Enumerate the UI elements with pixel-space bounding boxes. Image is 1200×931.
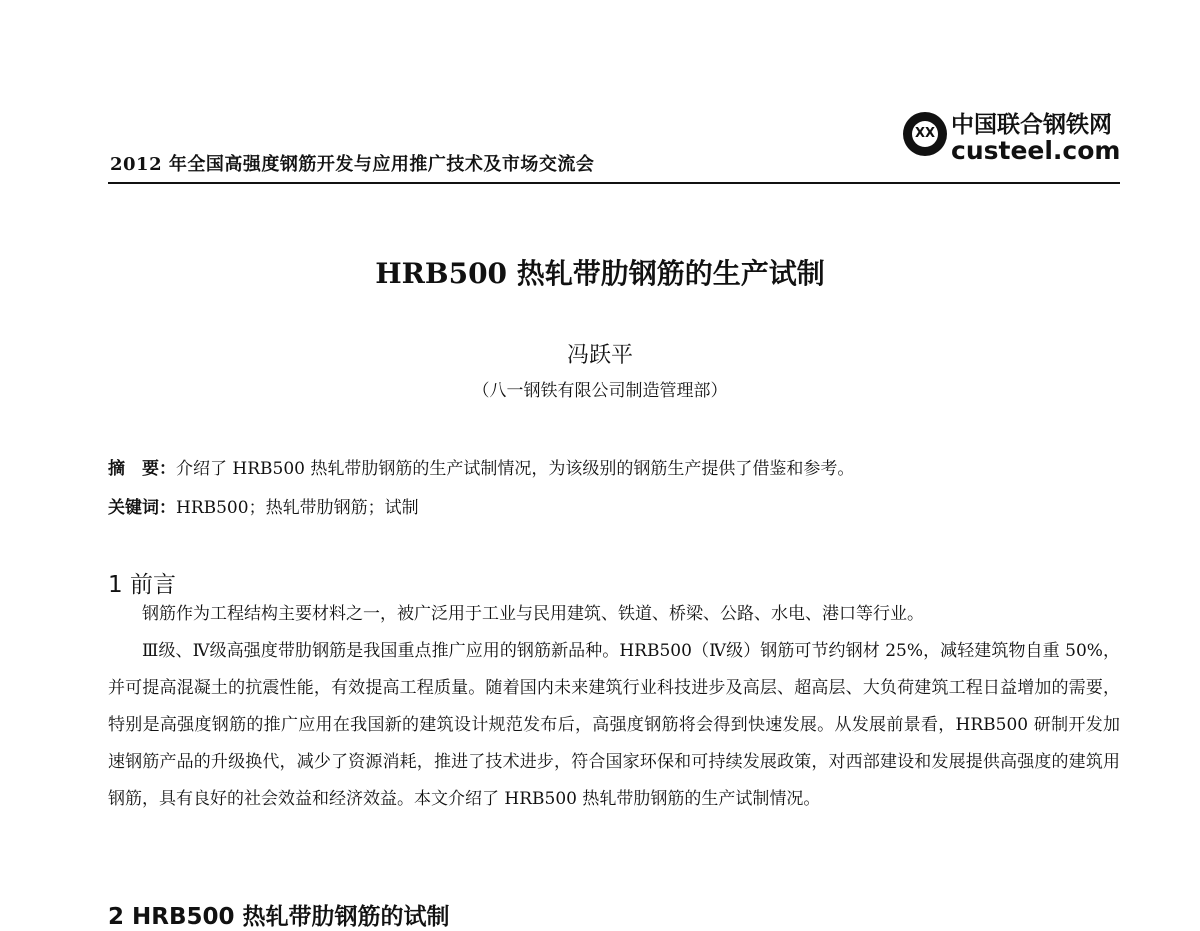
keywords [108,493,419,518]
conference-header: 2012 年全国高强度钢筋开发与应用推广技术及市场交流会 [110,154,595,175]
paper-author: 冯跃平 [566,343,633,368]
logo-mark-icon [903,112,947,156]
abstract-text: 介绍了 HRB500 热轧带肋钢筋的生产试制情况，为该级别的钢筋生产提供了借鉴和参考。 [176,459,855,479]
logo-mark-text: XX [912,121,938,147]
custeel-logo [903,104,1121,174]
keywords-text: HRB500；热轧带肋钢筋；试制 [176,498,419,518]
logo-domain: custeel.com [951,136,1121,165]
paper-title: HRB500 热轧带肋钢筋的生产试制 [375,257,825,290]
header-rule [108,182,1120,184]
keywords-label: 关键词： [108,498,176,518]
section-1-heading: 1 前言 [108,572,176,598]
paper-affiliation: （八一钢铁有限公司制造管理部） [472,381,728,401]
section-1-paragraph-2: Ⅲ级、Ⅳ级高强度带肋钢筋是我国重点推广应用的钢筋新品种。HRB500（Ⅳ级）钢筋可节约钢材 25%，减轻建筑物自重 50%，并可提高混凝土的抗震性能，有效提高工程质量。随着国内未来建筑行业科技进步及高层、超高层、大负荷建筑工程日益增加的需要，特别是高强度钢筋的推广应用在我国新的建筑设计规范发布后，高强度钢筋将会得到快速发展。从发展前景看，HRB500 研制开发加速钢筋产品的升级换代，减少了资源消耗，推进了技术进步，符合国家环保和可持续发展政策，对西部建设和发展提供高强度的建筑用钢筋，具有良好的社会效益和经济效益。本文介绍了 HRB500 热轧带肋钢筋的生产试制情况。 [108,641,1120,809]
section-1-paragraph-1: 钢筋作为工程结构主要材料之一，被广泛用于工业与民用建筑、铁道、桥梁、公路、水电、港口等行业。 [142,604,924,624]
logo-chinese-name: 中国联合钢铁网 [951,112,1112,138]
section-2-heading: 2 HRB500 热轧带肋钢筋的试制 [108,904,450,930]
abstract-label: 摘 要： [108,459,176,479]
abstract [108,454,854,479]
